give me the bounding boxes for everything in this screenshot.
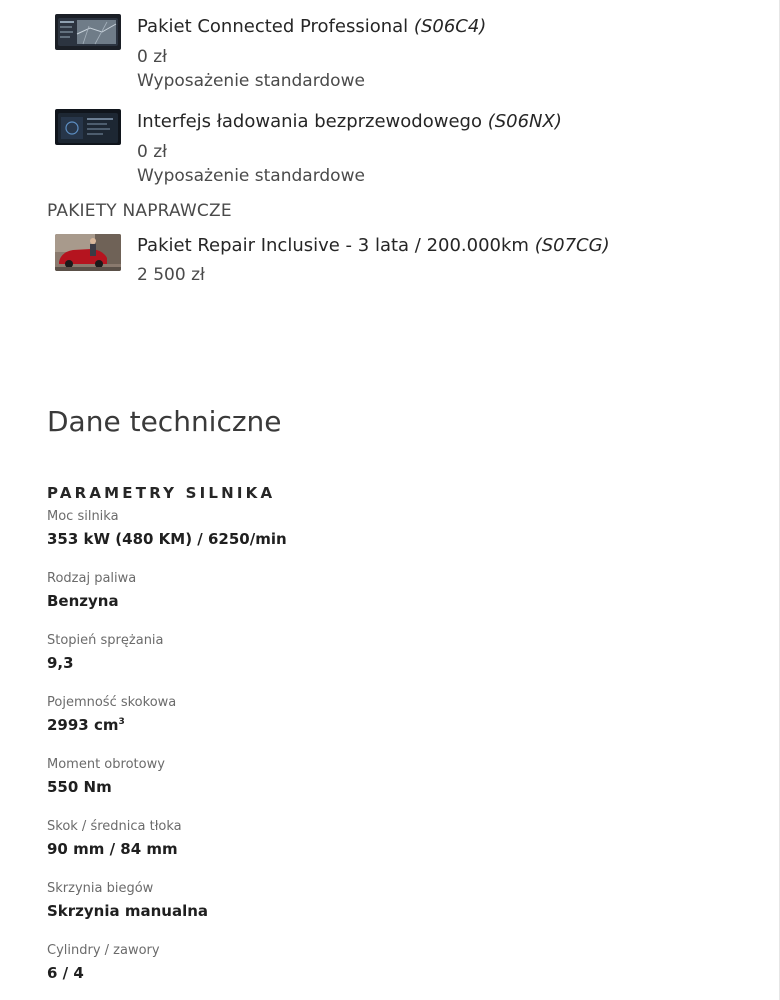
spec-label-fuel: Rodzaj paliwa (47, 571, 137, 586)
spec-label-displacement: Pojemność skokowa (47, 695, 177, 710)
red-car-photo-thumbnail (55, 234, 121, 271)
option-price: 0 zł (137, 142, 167, 162)
repair-packages-heading: PAKIETY NAPRAWCZE (47, 201, 232, 221)
spec-value-fuel: Benzyna (47, 592, 119, 610)
spec-label-compression: Stopień sprężania (47, 633, 164, 648)
option-price: 2 500 zł (137, 265, 205, 285)
option-price: 0 zł (137, 47, 167, 67)
option-code: (S07CG) (534, 235, 610, 256)
spec-value-compression: 9,3 (47, 654, 74, 672)
spec-label-cylinders: Cylindry / zawory (47, 943, 160, 958)
spec-value-torque: 550 Nm (47, 778, 112, 796)
spec-value-stroke-bore: 90 mm / 84 mm (47, 840, 178, 858)
spec-value-cylinders: 6 / 4 (47, 964, 84, 982)
spec-value-displacement: 2993 $cm^3$ (47, 716, 125, 734)
spec-label-stroke-bore: Skok / średnica tłoka (47, 819, 182, 834)
spec-label-torque: Moment obrotowy (47, 757, 165, 772)
option-code: (S06C4) (413, 16, 487, 37)
spec-value-gearbox: Skrzynia manualna (47, 902, 209, 920)
option-title: Interfejs ładowania bezprzewodowego (S06NX) (137, 111, 562, 132)
unit-superscript: 3 (118, 717, 125, 727)
option-code: (S06NX) (487, 111, 562, 132)
engine-parameters-heading: PARAMETRY SILNIKA (47, 484, 276, 502)
dashboard-screen-thumbnail (55, 109, 121, 145)
option-title: Pakiet Connected Professional (S06C4) (137, 16, 487, 37)
option-title: Pakiet Repair Inclusive - 3 lata / 200.000km (S07CG) (137, 235, 610, 256)
spec-label-power: Moc silnika (47, 509, 119, 524)
spec-label-gearbox: Skrzynia biegów (47, 881, 154, 896)
spec-value-power: 353 kW (480 KM) / 6250/min (47, 530, 287, 548)
option-note: Wyposażenie standardowe (137, 71, 365, 91)
option-note: Wyposażenie standardowe (137, 166, 365, 186)
navigation-screen-thumbnail (55, 14, 121, 50)
technical-data-heading: Dane techniczne (47, 405, 282, 438)
